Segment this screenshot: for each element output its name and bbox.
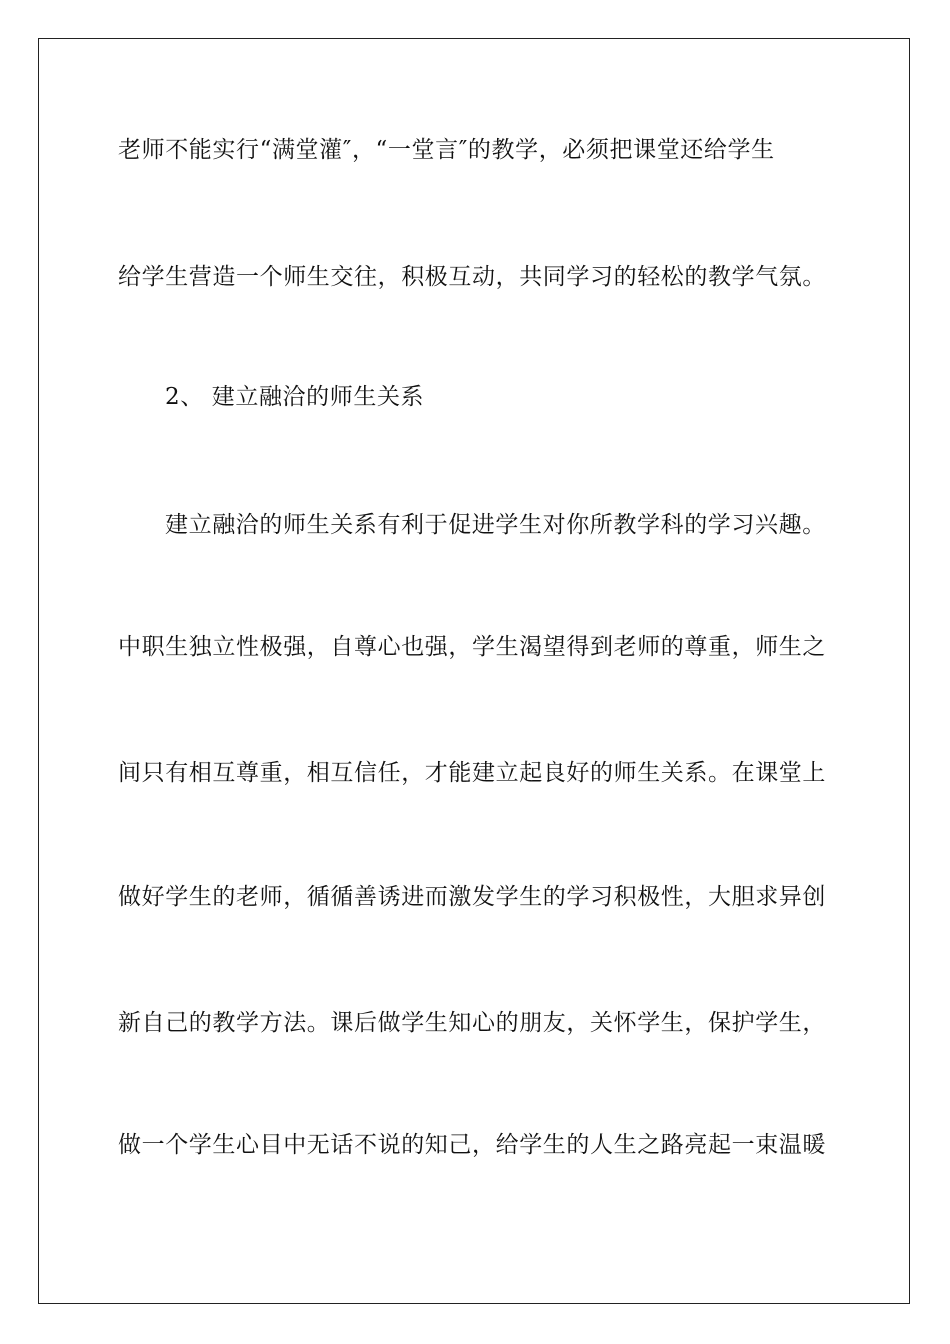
section-heading: 2、 建立融洽的师生关系 bbox=[165, 384, 425, 410]
body-text-line: 做一个学生心目中无话不说的知己，给学生的人生之路亮起一束温暖 bbox=[118, 1132, 826, 1158]
body-text-line: 老师不能实行“满堂灌″，“一堂言″的教学，必须把课堂还给学生 bbox=[118, 137, 775, 163]
paragraph-first-line: 建立融洽的师生关系有利于促进学生对你所教学科的学习兴趣。 bbox=[165, 512, 826, 538]
body-text-line: 间只有相互尊重，相互信任，才能建立起良好的师生关系。在课堂上 bbox=[118, 760, 826, 786]
page-border bbox=[38, 38, 910, 1304]
body-text-line: 新自己的教学方法。课后做学生知心的朋友，关怀学生，保护学生， bbox=[118, 1010, 826, 1036]
body-text-line: 中职生独立性极强，自尊心也强，学生渴望得到老师的尊重，师生之 bbox=[118, 634, 826, 660]
body-text-line: 给学生营造一个师生交往，积极互动，共同学习的轻松的教学气氛。 bbox=[118, 264, 826, 290]
body-text-line: 做好学生的老师，循循善诱进而激发学生的学习积极性，大胆求异创 bbox=[118, 884, 826, 910]
